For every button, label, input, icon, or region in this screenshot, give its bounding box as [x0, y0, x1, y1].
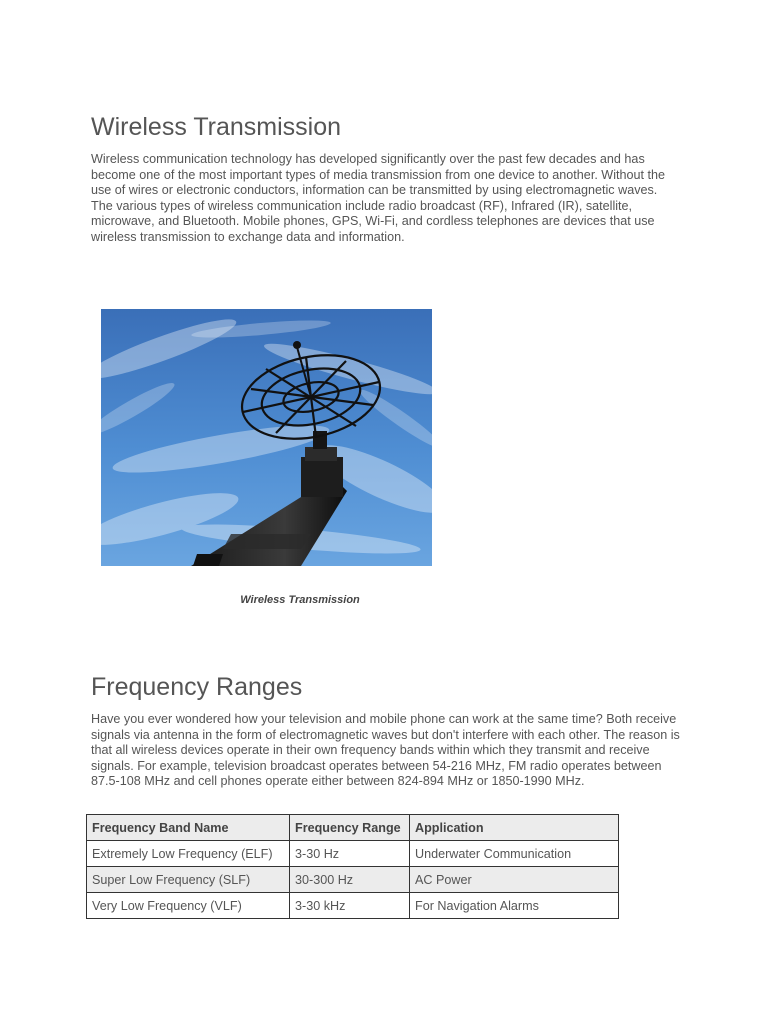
- table-row: [87, 841, 619, 867]
- cell-application: AC Power: [410, 867, 619, 893]
- figure-caption: Wireless Transmission: [240, 594, 360, 606]
- cell-application: For Navigation Alarms: [410, 893, 619, 919]
- cell-band-name: Extremely Low Frequency (ELF): [87, 841, 290, 867]
- frequency-table: [86, 814, 619, 919]
- cell-range: 30-300 Hz: [290, 867, 410, 893]
- table-row: [87, 893, 619, 919]
- column-header-range: Frequency Range: [290, 815, 410, 841]
- column-header-application: Application: [410, 815, 619, 841]
- cell-application: Underwater Communication: [410, 841, 619, 867]
- section-title-wireless: Wireless Transmission: [91, 113, 342, 141]
- paragraph-frequency: Have you ever wondered how your television and mobile phone can work at the same time? Both receive signals via antenna in the form of electromagnetic waves but don't interfere with each other. The reason is that all wireless devices operate in their own frequency bands within which they transmit and receive signals. For example, television broadcast operates between 54-216 MHz, FM radio operates between 87.5-108 MHz and cell phones operate either between 824-894 MHz or 1850-1990 MHz.: [91, 712, 680, 789]
- cell-range: 3-30 kHz: [290, 893, 410, 919]
- column-header-band-name: Frequency Band Name: [87, 815, 290, 841]
- paragraph-wireless: Wireless communication technology has developed significantly over the past few decades and has become one of the most important types of media transmission from one device to another. Without the use of wires or electronic conductors, information can be transmitted by using electromagnetic waves. The various types of wireless communication include radio broadcast (RF), Infrared (IR), satellite, microwave, and Bluetooth. Mobile phones, GPS, Wi-Fi, and cordless telephones are devices that use wireless transmission to exchange data and information.: [91, 152, 666, 244]
- cell-range: 3-30 Hz: [290, 841, 410, 867]
- cell-band-name: Very Low Frequency (VLF): [87, 893, 290, 919]
- cell-band-name: Super Low Frequency (SLF): [87, 867, 290, 893]
- table-row: [87, 867, 619, 893]
- table-header-row: [87, 815, 619, 841]
- antenna-image: [101, 309, 432, 566]
- section-title-frequency: Frequency Ranges: [91, 673, 303, 701]
